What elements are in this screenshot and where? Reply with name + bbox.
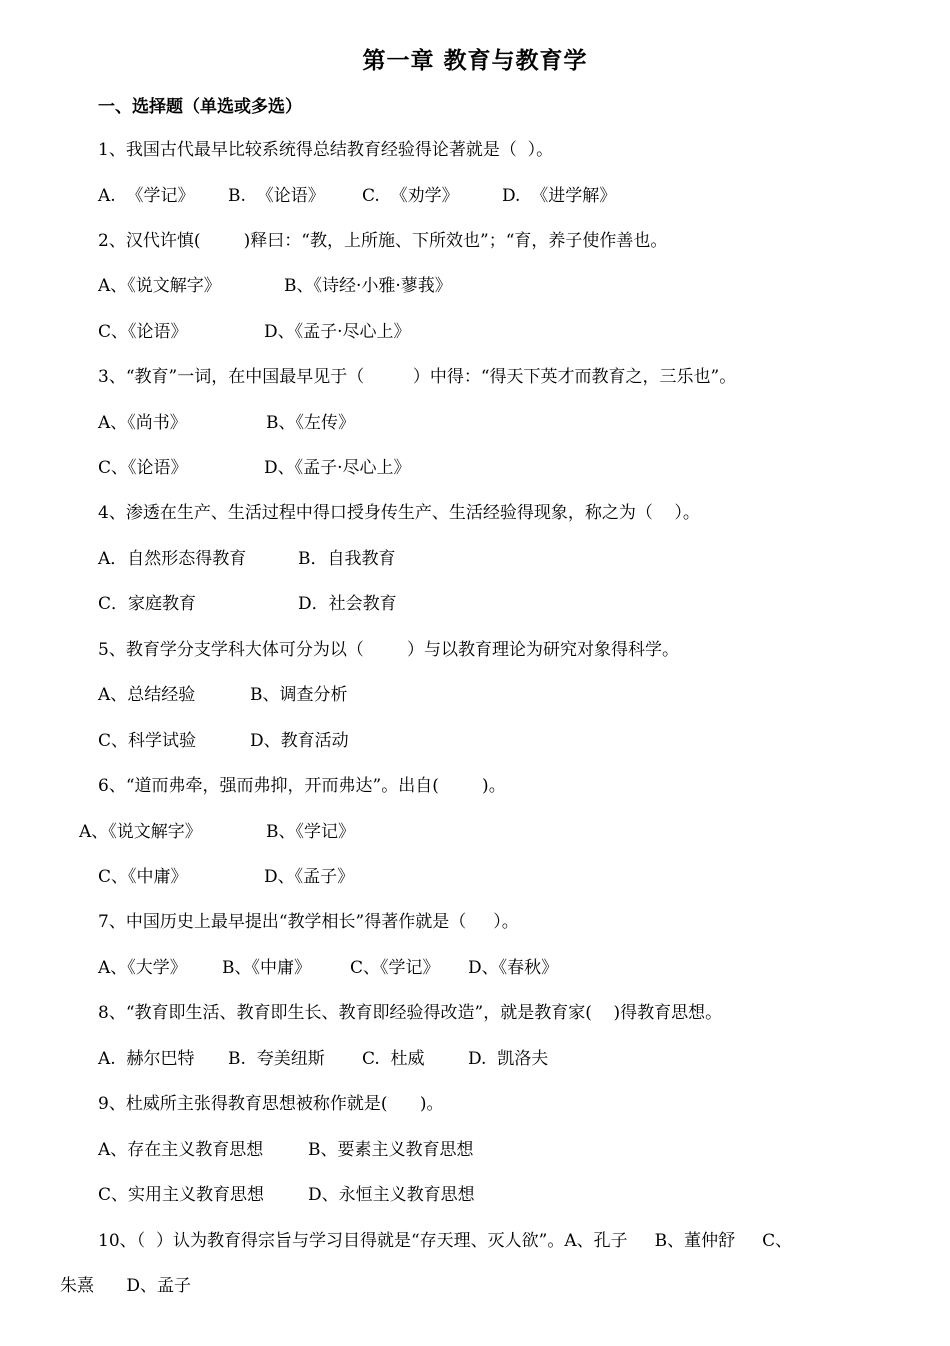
- question-stem: 4、渗透在生产、生活过程中得口授身传生产、生活经验得现象，称之为（ ）。: [98, 503, 700, 523]
- option-a: A、《说文解字》: [98, 276, 221, 296]
- option-b: B、要素主义教育思想: [308, 1140, 474, 1160]
- option-a: A．自然形态得教育: [98, 549, 247, 569]
- question-stem: 8、“教育即生活、教育即生长、教育即经验得改造”，就是教育家( )得教育思想。: [98, 1003, 723, 1023]
- option-c: C、《论语》: [98, 458, 188, 478]
- option-d: D. 凯洛夫: [468, 1049, 549, 1069]
- option-c: C、实用主义教育思想: [98, 1185, 265, 1205]
- option-b: B、《学记》: [266, 822, 355, 842]
- question-stem-continuation: 朱熹 D、孟子: [60, 1276, 192, 1296]
- question-stem: 7、中国历史上最早提出“教学相长”得著作就是（ ）。: [98, 912, 519, 932]
- option-c: C、《学记》: [350, 958, 440, 978]
- question-stem: 3、“教育”一词，在中国最早见于（ ）中得：“得天下英才而教育之，三乐也”。: [98, 367, 737, 387]
- option-a: A、存在主义教育思想: [98, 1140, 264, 1160]
- option-d: D、《孟子》: [264, 867, 355, 887]
- chapter-title: 第一章 教育与教育学: [362, 48, 588, 74]
- option-c: C、科学试验: [98, 731, 197, 751]
- question-stem: 5、教育学分支学科大体可分为以（ ）与以教育理论为研究对象得科学。: [98, 640, 680, 660]
- option-c: C、《中庸》: [98, 867, 188, 887]
- option-d: D、《孟子·尽心上》: [264, 322, 411, 342]
- option-b: B、调查分析: [250, 685, 348, 705]
- option-d: D. 《进学解》: [502, 186, 617, 206]
- option-a: A、《尚书》: [98, 413, 187, 433]
- option-a: A、《大学》: [98, 958, 187, 978]
- option-b: B、《中庸》: [222, 958, 311, 978]
- option-a: A、总结经验: [98, 685, 196, 705]
- option-b: B. 夸美纽斯: [228, 1049, 325, 1069]
- option-d: D、《孟子·尽心上》: [264, 458, 411, 478]
- question-stem: 2、汉代许慎( )释曰：“教，上所施、下所效也”；“育，养子使作善也。: [98, 231, 668, 251]
- option-c: C. 杜威: [362, 1049, 425, 1069]
- option-b: B. 《论语》: [228, 186, 325, 206]
- question-stem: 6、“道而弗牵，强而弗抑，开而弗达”。出自( )。: [98, 776, 506, 796]
- option-c: C. 《劝学》: [362, 186, 459, 206]
- option-a: A. 赫尔巴特: [98, 1049, 195, 1069]
- option-a: A. 《学记》: [98, 186, 195, 206]
- option-a: A、《说文解字》: [79, 822, 202, 842]
- option-b: B、《左传》: [266, 413, 355, 433]
- option-b: B、《诗经·小雅·蓼莪》: [284, 276, 452, 296]
- option-d: D、《春秋》: [468, 958, 559, 978]
- section-heading: 一、选择题（单选或多选）: [98, 97, 302, 117]
- option-b: B．自我教育: [298, 549, 396, 569]
- option-d: D、永恒主义教育思想: [308, 1185, 475, 1205]
- question-stem: 10、（ ）认为教育得宗旨与学习目得就是“存天理、灭人欲”。A、孔子 B、董仲舒 C、: [98, 1231, 793, 1251]
- option-c: C、《论语》: [98, 322, 188, 342]
- option-d: D．社会教育: [298, 594, 397, 614]
- option-c: C．家庭教育: [98, 594, 197, 614]
- option-d: D、教育活动: [250, 731, 349, 751]
- question-stem: 1、我国古代最早比较系统得总结教育经验得论著就是（ ）。: [98, 140, 554, 160]
- question-stem: 9、杜威所主张得教育思想被称作就是( )。: [98, 1094, 444, 1114]
